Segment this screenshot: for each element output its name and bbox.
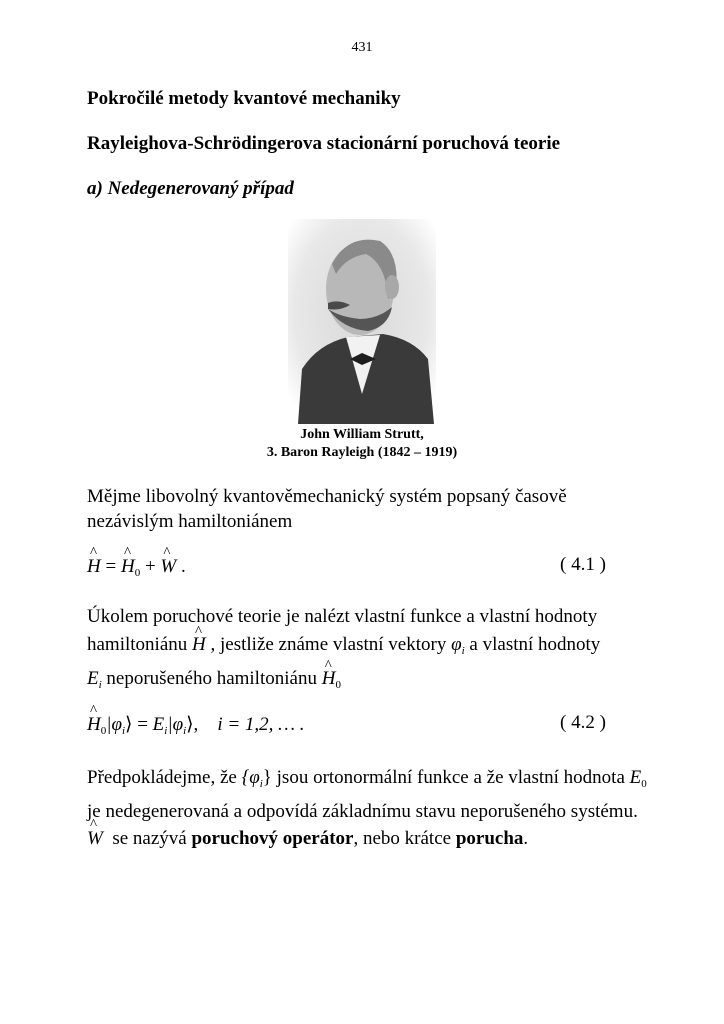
section-title: Rayleighova-Schrödingerova stacionární poruchová teorie: [87, 133, 561, 154]
portrait-photo: [288, 219, 436, 424]
equation-number-4-2: ( 4.2 ): [560, 712, 606, 733]
figure-caption-name: John William Strutt,: [300, 427, 424, 442]
equation-4-2: ^ $H_0|\varphi_i⟩$ = $E_i|\varphi_i⟩$, i = 1,2, … .: [87, 712, 305, 744]
term-perturbation: porucha: [455, 828, 524, 849]
paragraph-task: Úkolem poruchové teorie je nalézt vlastní funkce a vlastní hodnoty hamiltoniánu ^ H , jestliže známe vlastní vektory $\varphi_i$ a vlastní hodnoty $E_i$ neporušeného hamiltoniánu ^ $H_0$: [87, 603, 647, 699]
subsection-title: a) Nedegenerovaný případ: [87, 178, 294, 199]
figure-caption-title: 3. Baron Rayleigh (1842 – 1919): [266, 445, 458, 460]
page-number: 431: [351, 40, 373, 55]
paragraph-assumption: Předpokládejme, že $\{\varphi_i\}$ jsou ortonormální funkce a že vlastní hodnota $E_0$ je nedegenerovaná a odpovídá základnímu stavu neporušeného systému. ^ W se nazývá poruchový operátor, nebo krátce porucha.: [87, 764, 647, 852]
paragraph-intro: Mějme libovolný kvantověmechanický systém popsaný časově nezávislým hamiltoniánem: [87, 486, 567, 532]
operator-w: ^ W: [160, 554, 176, 579]
operator-h: ^ H: [87, 554, 101, 579]
chapter-title: Pokročilé metody kvantové mechaniky: [87, 88, 401, 109]
operator-h0: ^ H: [121, 554, 135, 579]
equation-number-4-1: ( 4.1 ): [560, 554, 606, 575]
equation-4-1: ^ H = ^ $H_0$ + ^ W .: [87, 554, 186, 586]
term-perturbation-operator: poruchový operátor: [191, 828, 354, 849]
